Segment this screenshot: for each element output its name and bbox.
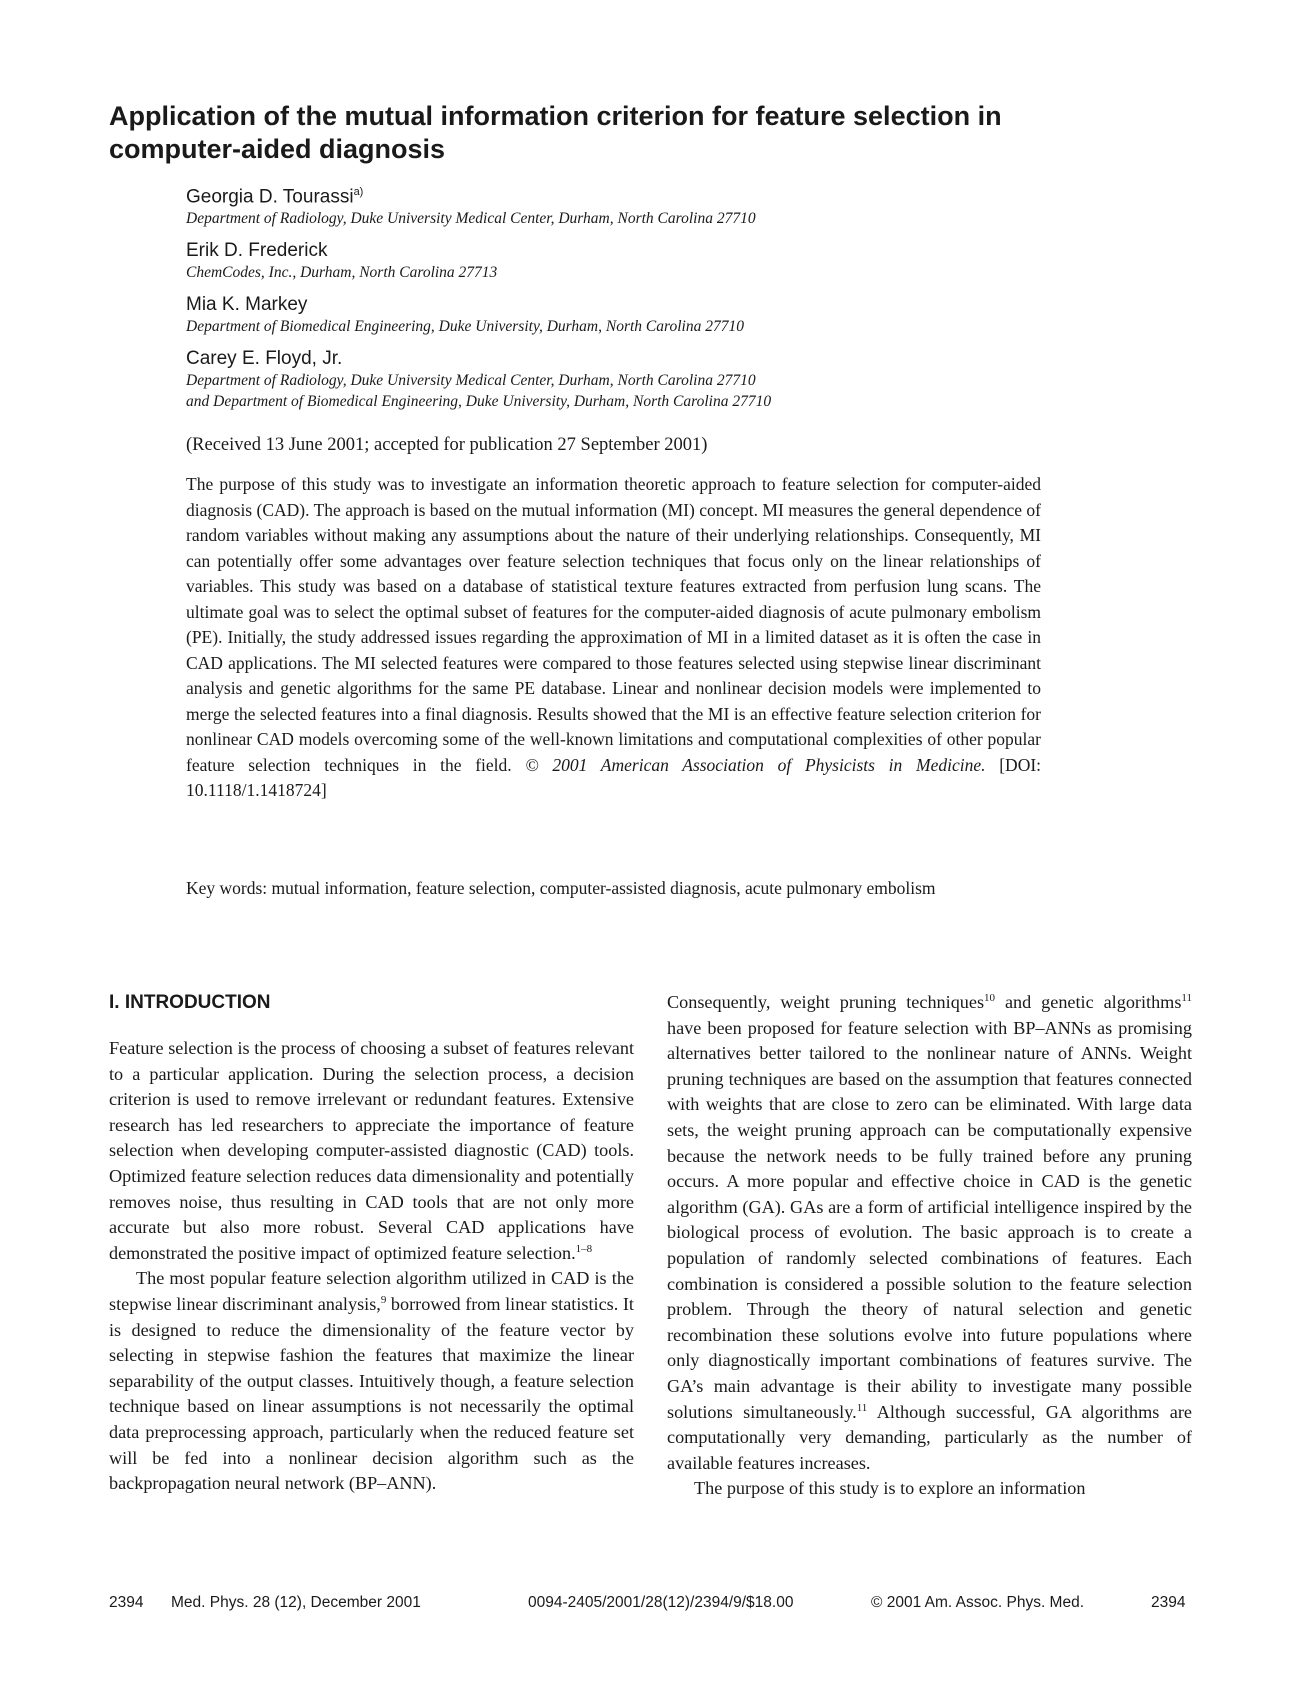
footer-journal: Med. Phys. 28 (12), December 2001: [171, 1594, 421, 1611]
author-affiliation: Department of Biomedical Engineering, Duke University, Durham, North Carolina 27710: [186, 318, 744, 336]
paragraph-text: Although successful, GA algorithms are computationally very demanding, particularly as the number of available features increases.: [667, 1401, 1193, 1473]
author-name: [186, 181, 1086, 208]
page-footer: [109, 1594, 1189, 1616]
author-affiliation: ChemCodes, Inc., Durham, North Carolina 27713: [186, 264, 498, 282]
author-entry: [186, 294, 1086, 337]
abstract: [186, 472, 1041, 804]
left-column: [109, 990, 634, 1497]
footer-publisher: © 2001 Am. Assoc. Phys. Med.: [871, 1594, 1085, 1611]
author-list: [186, 181, 1086, 423]
abstract-text: The purpose of this study was to investigate an information theoretic approach to feature selection for computer-aided diagnosis (CAD). The approach is based on the mutual information (MI) concept. MI measures the general dependence of random variables without making any assumptions about the nature of their underlying relationships. Consequently, MI can potentially offer some advantages over feature selection techniques that focus only on the linear relationships of variables. This study was based on a database of statistical texture features extracted from perfusion lung scans. The ultimate goal was to select the optimal subset of features for the computer-aided diagnosis of acute pulmonary embolism (PE). Initially, the study addressed issues regarding the approximation of MI in a limited dataset as it is often the case in CAD applications. The MI selected features were compared to those features selected using stepwise linear discriminant analysis and genetic algorithms for the same PE database. Linear and nonlinear decision models were implemented to merge the selected features into a final diagnosis. Results showed that the MI is an effective feature selection criterion for nonlinear CAD models overcoming some of the well-known limitations and computational complexities of other popular feature selection techniques in the field.: [186, 474, 1041, 775]
keywords: Key words: mutual information, feature selection, computer-assisted diagnosis, acute pulmonary embolism: [186, 878, 936, 898]
abstract-copyright: © 2001 American Association of Physicists in Medicine.: [525, 754, 986, 775]
paragraph-text: The most popular feature selection algorithm utilized in CAD is the stepwise linear discriminant analysis,: [109, 1268, 634, 1314]
footer-page-number: 2394: [1151, 1594, 1186, 1611]
author-name: Carey E. Floyd, Jr.: [186, 348, 343, 370]
paragraph-text: and genetic algorithms: [995, 992, 1182, 1012]
author-affiliation: and Department of Biomedical Engineering, Duke University, Durham, North Carolina 27710: [186, 393, 772, 411]
paper-title: Application of the mutual information criterion for feature selection in computer-aided diagnosis: [109, 101, 1002, 164]
paragraph-text: Feature selection is the process of choosing a subset of features relevant to a particular application. During the selection process, a decision criterion is used to remove irrelevant or redundant features. Extensive research has led researchers to appreciate the importance of feature selection when developing computer-assisted diagnostic (CAD) tools. Optimized feature selection reduces data dimensionality and potentially removes noise, thus resulting in CAD tools that are not only more accurate but also more robust. Several CAD applications have demonstrated the positive impact of optimized feature selection.: [109, 1038, 634, 1263]
author-entry: [186, 240, 1086, 283]
author-name: Erik D. Frederick: [186, 240, 328, 262]
body-paragraph: [667, 990, 1192, 1476]
reference-superscript: 11: [1181, 991, 1192, 1004]
author-name-text: Georgia D. Tourassi: [186, 186, 354, 208]
reference-superscript: 9: [380, 1293, 387, 1306]
footer-code: 0094-2405/2001/28(12)/2394/9/$18.00: [528, 1594, 794, 1611]
body-paragraph: The purpose of this study is to explore an information: [694, 1478, 1086, 1499]
author-entry: [186, 181, 1086, 229]
reference-superscript: 11: [856, 1401, 868, 1414]
paragraph-text: have been proposed for feature selection with BP–ANNs as promising alternatives better tailored to the nonlinear nature of ANNs. Weight pruning techniques are based on the assumption that features connected with weights that are close to zero can be eliminated. With large data sets, the weight pruning approach can be computationally expensive because the network needs to be fully trained before any pruning occurs. A more popular and effective choice in CAD is the genetic algorithm (GA). GAs are a form of artificial intelligence inspired by the biological process of evolution. The basic approach is to create a population of randomly selected combinations of features. Each combination is considered a possible solution to the feature selection problem. Through the theory of natural selection and genetic recombination these solutions evolve into future populations where only diagnostically important combinations of features survive. The GA’s main advantage is their ability to investigate many possible solutions simultaneously.: [667, 1017, 1192, 1422]
reference-superscript: 10: [984, 991, 996, 1004]
author-footnote-mark: a): [353, 186, 364, 198]
author-name: Mia K. Markey: [186, 294, 308, 316]
received-dates: (Received 13 June 2001; accepted for publication 27 September 2001): [186, 435, 708, 455]
doi-reference: [DOI: 10.1118/1.1418724]: [186, 754, 1042, 800]
paragraph-text: borrowed from linear statistics. It is designed to reduce the dimensionality of the feature vector by selecting in stepwise fashion the features that maximize the linear separability of the output classes. Intuitively though, a feature selection technique based on linear assumptions is not necessarily the optimal data preprocessing approach, particularly when the reduced feature set will be fed into a nonlinear decision algorithm such as the backpropagation neural network (BP–ANN).: [109, 1293, 634, 1494]
author-affiliation: Department of Radiology, Duke University Medical Center, Durham, North Carolina 27710: [186, 372, 756, 390]
footer-page-number: 2394: [109, 1594, 144, 1611]
author-affiliation: Department of Radiology, Duke University Medical Center, Durham, North Carolina 27710: [186, 210, 756, 228]
paragraph-text: Consequently, weight pruning techniques: [667, 992, 985, 1012]
author-entry: [186, 348, 1086, 412]
body-paragraph: [109, 1036, 634, 1266]
body-paragraph: [109, 1266, 634, 1496]
reference-superscript: 1–8: [575, 1242, 593, 1255]
right-column: [667, 990, 1192, 1502]
section-heading: I. INTRODUCTION: [109, 992, 271, 1013]
